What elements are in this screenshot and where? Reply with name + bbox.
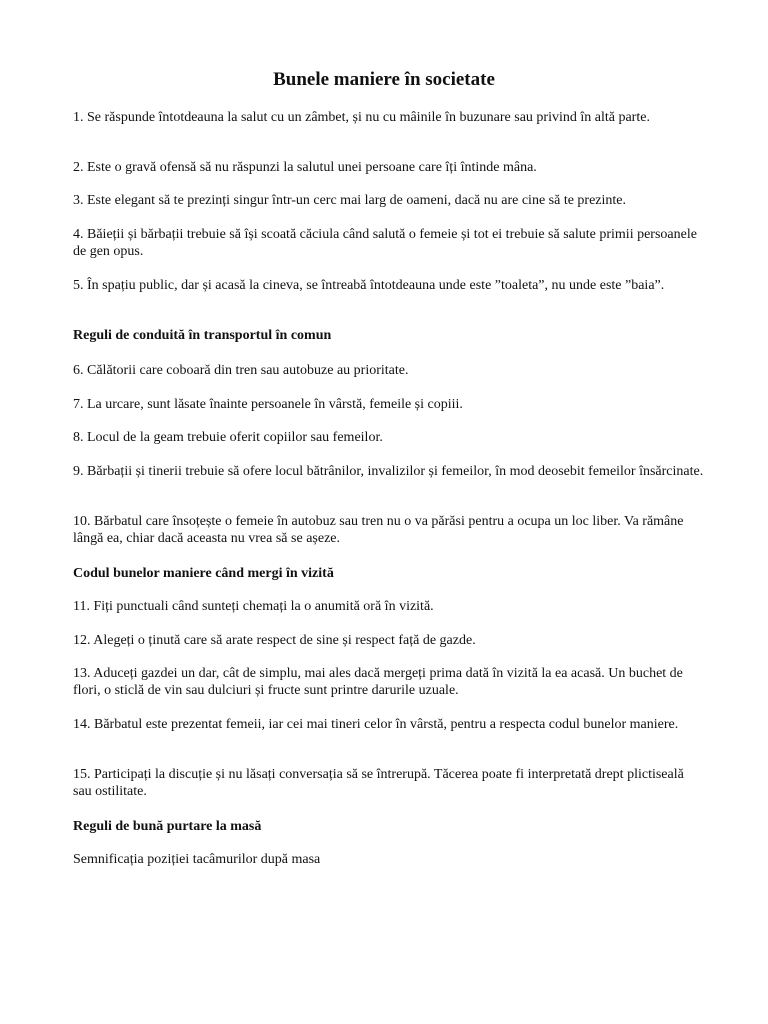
rule-14: 14. Bărbatul este prezentat femeii, iar cei mai tineri celor în vârstă, pentru a respecta codul bunelor maniere.	[73, 717, 679, 732]
rule-3: 3. Este elegant să te prezinți singur într-un cerc mai larg de oameni, dacă nu are cine să te prezinte.	[73, 193, 626, 208]
rule-15: 15. Participați la discuție și nu lăsați conversația să se întrerupă. Tăcerea poate fi interpretată drept plictiseală sau ostilitate.	[73, 767, 684, 799]
rule-7: 7. La urcare, sunt lăsate înainte persoanele în vârstă, femeile și copiii.	[73, 397, 463, 412]
document-title: Bunele maniere în societate	[273, 69, 495, 90]
rule-4: 4. Băieții și bărbații trebuie să își scoată căciula când salută o femeie și tot ei trebuie să salute primii persoanele de gen opus.	[73, 227, 697, 259]
rule-8: 8. Locul de la geam trebuie oferit copiilor sau femeilor.	[73, 430, 383, 445]
rule-1: 1. Se răspunde întotdeauna la salut cu un zâmbet, și nu cu mâinile în buzunare sau privind în altă parte.	[73, 110, 650, 125]
section-heading-table: Reguli de bună purtare la masă	[73, 819, 262, 834]
section-heading-visit: Codul bunelor maniere când mergi în vizită	[73, 566, 334, 581]
table-manners-text: Semnificația poziției tacâmurilor după masa	[73, 852, 321, 867]
rule-10: 10. Bărbatul care însoțește o femeie în autobuz sau tren nu o va părăsi pentru a ocupa un loc liber. Va rămâne lângă ea, chiar dacă aceasta nu vrea să se așeze.	[73, 514, 684, 546]
rule-6: 6. Călătorii care coboară din tren sau autobuze au prioritate.	[73, 363, 409, 378]
rule-9: 9. Bărbații și tinerii trebuie să ofere locul bătrânilor, invalizilor și femeilor, în mod deosebit femeilor însărcinate.	[73, 464, 704, 479]
rule-2: 2. Este o gravă ofensă să nu răspunzi la salutul unei persoane care îți întinde mâna.	[73, 160, 537, 175]
rule-5: 5. În spațiu public, dar și acasă la cineva, se întreabă întotdeauna unde este ”toaleta”, nu unde este ”baia”.	[73, 278, 665, 293]
section-heading-transport: Reguli de conduită în transportul în comun	[73, 328, 332, 343]
rule-12: 12. Alegeți o ținută care să arate respect de sine și respect față de gazde.	[73, 633, 476, 648]
rule-11: 11. Fiți punctuali când sunteți chemați la o anumită oră în vizită.	[73, 599, 434, 614]
rule-13: 13. Aduceți gazdei un dar, cât de simplu, mai ales dacă mergeți prima dată în vizită la ea acasă. Un buchet de flori, o sticlă de vin sau dulciuri și fructe sunt printre darurile uzuale.	[73, 666, 683, 698]
